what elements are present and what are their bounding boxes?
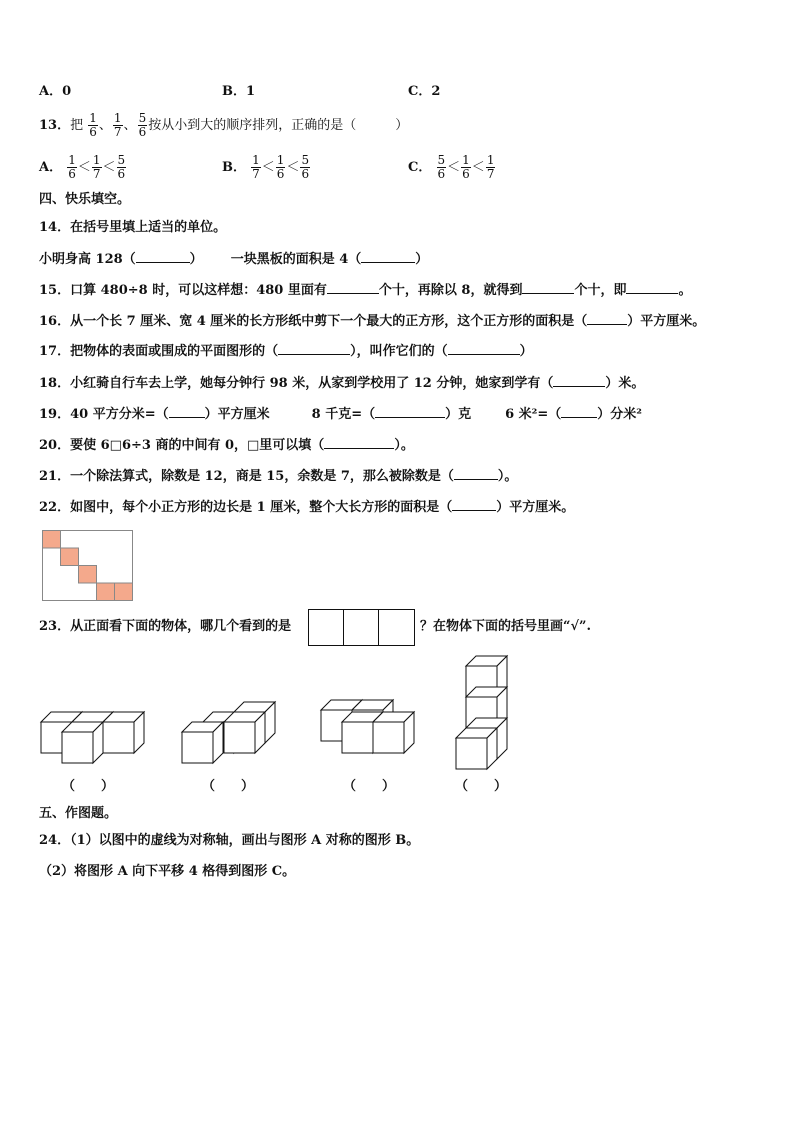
- numerator: 5: [117, 153, 126, 167]
- cube-face: [62, 732, 93, 763]
- q13-option-b: [222, 154, 311, 181]
- answer-blank[interactable]: [136, 251, 190, 263]
- numerator: 5: [301, 153, 310, 167]
- q13-stem: [39, 112, 408, 139]
- less-than: ＜: [77, 160, 91, 175]
- answer-blank[interactable]: [454, 468, 498, 480]
- q21-text-2: ）。: [497, 469, 518, 484]
- denominator: 6: [89, 125, 97, 139]
- q12-option-c: C．2: [408, 84, 441, 99]
- answer-blank[interactable]: [324, 437, 394, 449]
- denominator: 6: [117, 167, 126, 181]
- q17-text-3: ）: [519, 344, 533, 359]
- q15: [39, 282, 692, 299]
- shaded-square: [115, 583, 133, 601]
- q12-option-a: A．0: [39, 84, 72, 99]
- denominator: 6: [462, 167, 470, 181]
- frac: [300, 154, 310, 181]
- numerator: 1: [486, 153, 495, 167]
- q15-text-4: 。: [678, 283, 692, 298]
- denominator: 6: [276, 167, 285, 181]
- denominator: 7: [92, 167, 101, 181]
- q23-answer-paren-4[interactable]: （ ）: [455, 779, 508, 794]
- comma: 、: [123, 118, 137, 133]
- q21-text-1: 21．一个除法算式，除数是 12，商是 15，余数是 7，那么被除数是（: [39, 469, 454, 484]
- shaded-square: [43, 531, 61, 549]
- q22-text-1: 22．如图中，每个小正方形的边长是 1 厘米，整个大长方形的面积是（: [39, 500, 453, 515]
- denominator: 6: [68, 167, 76, 181]
- cube: [182, 722, 223, 763]
- answer-blank[interactable]: [448, 343, 520, 355]
- numerator: 1: [89, 111, 97, 125]
- cube: [62, 722, 103, 763]
- cube: [224, 712, 265, 753]
- frac: [117, 154, 127, 181]
- q18: [39, 375, 644, 392]
- cube-face: [373, 722, 404, 753]
- frac: [67, 154, 77, 181]
- q21: [39, 468, 517, 485]
- paren-close: ）: [415, 252, 429, 267]
- q16: [39, 313, 705, 330]
- frac: [437, 154, 447, 181]
- q24-part-1: 24．（1）以图中的虚线为对称轴，画出与图形 A 对称的图形 B。: [39, 833, 420, 848]
- q19-b-text-2: ）克: [445, 407, 472, 422]
- numerator: 1: [276, 153, 285, 167]
- answer-blank[interactable]: [553, 375, 605, 387]
- numerator: 1: [462, 153, 470, 167]
- numerator: 1: [252, 153, 260, 167]
- less-than: ＜: [261, 160, 275, 175]
- q19-c-text-1: 6 米²=（: [505, 407, 562, 422]
- shaded-square: [97, 583, 115, 601]
- paren-close: ）: [189, 252, 203, 267]
- answer-blank[interactable]: [278, 343, 350, 355]
- answer-blank[interactable]: [626, 282, 678, 294]
- numerator: 1: [92, 153, 101, 167]
- cube-face: [456, 738, 487, 769]
- q19-b-text-1: 8 千克=（: [311, 407, 376, 422]
- frac: [486, 154, 496, 181]
- q23-cube-figures: [36, 650, 516, 780]
- q16-text-1: 16．从一个长 7 厘米、宽 4 厘米的长方形纸中剪下一个最大的正方形，这个正方形的面积是（: [39, 314, 588, 329]
- q14-blanks: [39, 251, 428, 268]
- q14-part2: 一块黑板的面积是 4（: [230, 252, 362, 267]
- numerator: 5: [138, 111, 147, 125]
- numerator: 1: [68, 153, 76, 167]
- q16-text-2: ）平方厘米。: [627, 314, 706, 329]
- cube-face: [182, 732, 213, 763]
- q22: [39, 499, 574, 516]
- option-label: C．: [408, 160, 432, 175]
- q18-text-1: 18．小红骑自行车去上学，她每分钟行 98 米，从家到学校用了 12 分钟，她家到学有（: [39, 376, 554, 391]
- q23-front-view-figure: [308, 609, 416, 647]
- option-label: A．: [39, 160, 63, 175]
- answer-blank[interactable]: [375, 406, 445, 418]
- q23-answer-paren-2[interactable]: （ ）: [202, 779, 255, 794]
- cube-face: [103, 722, 134, 753]
- cube-face: [342, 722, 373, 753]
- denominator: 7: [252, 167, 260, 181]
- denominator: 7: [113, 125, 122, 139]
- cube-face: [224, 722, 255, 753]
- view-square: [309, 610, 344, 646]
- q22-text-2: ）平方厘米。: [496, 500, 575, 515]
- q23-text-2: ？在物体下面的括号里画“√”.: [420, 619, 592, 634]
- q24-part-2: （2）将图形 A 向下平移 4 格得到图形 C。: [39, 864, 296, 879]
- q14-stem: 14．在括号里填上适当的单位。: [39, 220, 227, 235]
- frac: [276, 154, 286, 181]
- q12-option-b: B．1: [222, 84, 256, 99]
- section-4-heading: 四、快乐填空。: [39, 192, 131, 207]
- numerator: 5: [437, 153, 446, 167]
- answer-blank[interactable]: [561, 406, 597, 418]
- section-5-heading: 五、作图题。: [39, 806, 118, 821]
- denominator: 6: [138, 125, 147, 139]
- q17-text-1: 17．把物体的表面或围成的平面图形的（: [39, 344, 279, 359]
- cube: [103, 712, 144, 753]
- denominator: 7: [486, 167, 495, 181]
- q17-text-2: ），叫作它们的（: [350, 344, 448, 359]
- answer-blank[interactable]: [587, 313, 627, 325]
- q13-option-a: [39, 154, 127, 181]
- frac: [461, 154, 471, 181]
- less-than: ＜: [102, 160, 116, 175]
- less-than: ＜: [286, 160, 300, 175]
- q15-text-1: 15．口算 480÷8 时，可以这样想：480 里面有: [39, 283, 327, 298]
- less-than: ＜: [471, 160, 485, 175]
- answer-blank[interactable]: [452, 499, 496, 511]
- q23-answer-paren-1[interactable]: （ ）: [62, 779, 115, 794]
- q23-answer-paren-3[interactable]: （ ）: [343, 779, 396, 794]
- q19-a-text-1: 19．40 平方分米=（: [39, 407, 169, 422]
- comma: 、: [98, 118, 112, 133]
- q20-text-2: ）。: [394, 438, 414, 453]
- q20-text-1: 20．要使 6□6÷3 商的中间有 0，□里可以填（: [39, 438, 325, 453]
- q19: [39, 406, 642, 423]
- q13-frac-3: [138, 112, 148, 139]
- frac: [251, 154, 261, 181]
- shaded-square: [79, 566, 97, 584]
- q13-number: 13．: [39, 118, 71, 133]
- shaded-square: [61, 548, 79, 566]
- answer-blank[interactable]: [327, 282, 379, 294]
- q17: [39, 343, 533, 360]
- answer-blank[interactable]: [522, 282, 574, 294]
- view-square: [344, 610, 379, 646]
- q13-frac-2: [113, 112, 123, 139]
- view-square: [379, 610, 415, 646]
- q13-frac-1: [88, 112, 98, 139]
- numerator: 1: [113, 111, 122, 125]
- q23-text-1: 23．从正面看下面的物体，哪几个看到的是: [39, 619, 292, 634]
- q19-a-text-2: ）平方厘米: [204, 407, 270, 422]
- denominator: 6: [301, 167, 310, 181]
- option-label: B．: [222, 160, 246, 175]
- q14-part1: 小明身高 128（: [39, 252, 136, 267]
- q15-text-2: 个十，再除以 8，就得到: [378, 283, 523, 298]
- q13-option-c: [408, 154, 496, 181]
- denominator: 6: [437, 167, 446, 181]
- frac: [92, 154, 102, 181]
- cube: [373, 712, 414, 753]
- answer-blank[interactable]: [361, 251, 415, 263]
- cube: [456, 728, 497, 769]
- q22-rectangle-figure: [42, 530, 134, 602]
- q20: [39, 437, 414, 454]
- q18-text-2: ）米。: [605, 376, 645, 391]
- less-than: ＜: [447, 160, 461, 175]
- q15-text-3: 个十，即: [574, 283, 627, 298]
- q13-lead: 把: [70, 118, 84, 133]
- q19-c-text-2: ）分米²: [597, 407, 642, 422]
- q13-tail: 按从小到大的顺序排列，正确的是（ ）: [148, 118, 409, 133]
- answer-blank[interactable]: [169, 406, 205, 418]
